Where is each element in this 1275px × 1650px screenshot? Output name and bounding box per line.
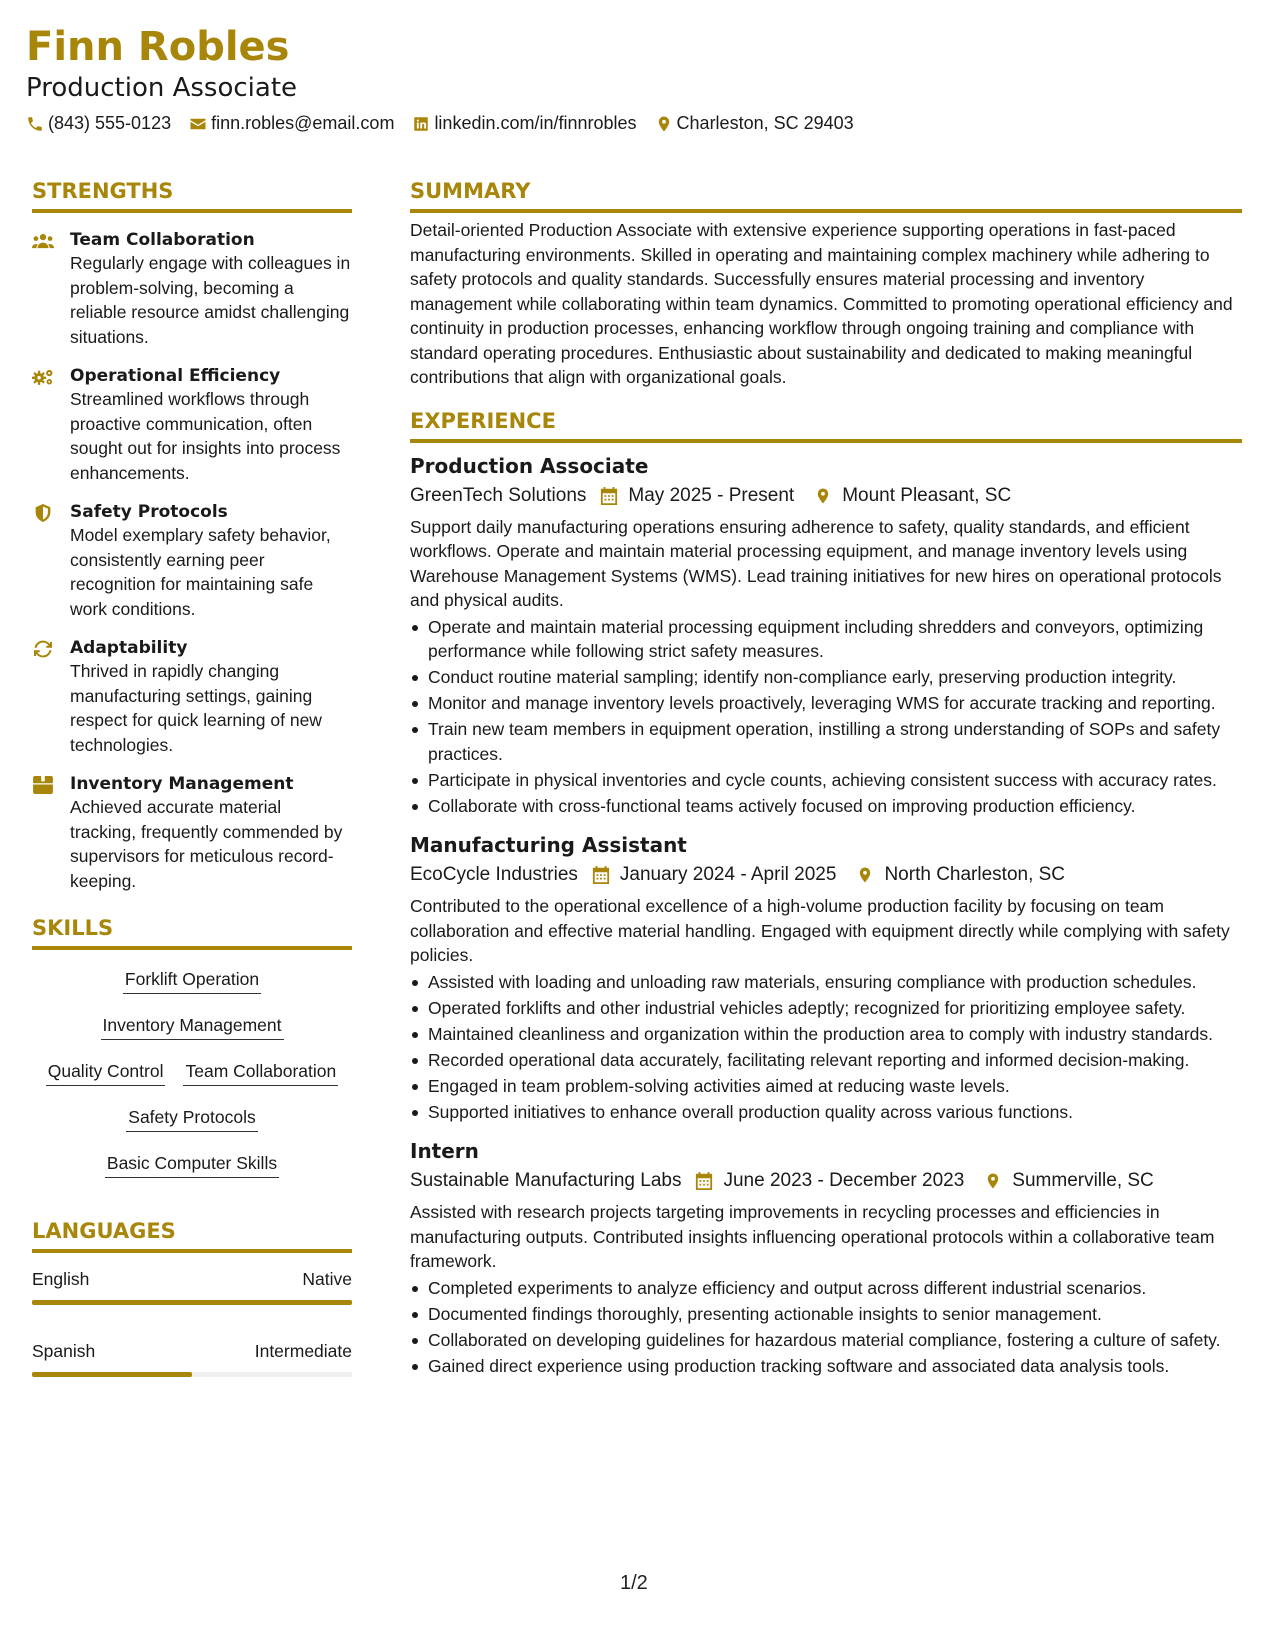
strength-title: Operational Efficiency bbox=[70, 366, 281, 386]
job-bullets bbox=[410, 970, 1242, 1125]
page-number: 1/2 bbox=[620, 1572, 648, 1594]
job-company: GreenTech Solutions bbox=[410, 484, 587, 506]
language-name: Spanish bbox=[32, 1341, 96, 1361]
summary-text: Detail-oriented Production Associate with extensive experience supporting operations in fast-paced manufacturing environments. Skilled in operating and maintaining complex machinery while adhering to safety protocols and quality standards. Successfully ensures material processing and inventory management while collaborating within team dynamics. Committed to promoting operational efficiency and continuity in production processes, enhancing workflow through ongoing training and compliance with standard operating procedures. Enthusiastic about sustainability and dedicated to making meaningful contributions that align with organizational goals. bbox=[410, 220, 1233, 387]
strength-title: Adaptability bbox=[70, 638, 188, 658]
strength-title: Team Collaboration bbox=[70, 230, 255, 250]
job-bullets bbox=[410, 1276, 1242, 1379]
language-item bbox=[32, 1267, 352, 1305]
job-entry bbox=[410, 453, 1242, 819]
strength-item bbox=[32, 637, 352, 757]
job-bullets bbox=[410, 615, 1242, 819]
job-company: Sustainable Manufacturing Labs bbox=[410, 1170, 682, 1191]
job-description: Support daily manufacturing operations ensuring adherence to safety, quality standards, and efficient workflows. Operate and maintain material processing equipment, and manage inventory levels using Warehouse Management Systems (WMS). Lead training initiatives for new hires on operational protocols and physical audits. bbox=[410, 516, 1222, 610]
skill-tag: Forklift Operation bbox=[123, 962, 261, 994]
strengths-section bbox=[32, 178, 352, 893]
skills-list bbox=[32, 950, 352, 1188]
shield-icon bbox=[32, 504, 54, 522]
sync-icon bbox=[32, 640, 54, 658]
calendar-icon bbox=[695, 1172, 713, 1190]
job-bullet: Monitor and manage inventory levels proactively, leveraging WMS for accurate tracking and reporting. bbox=[410, 691, 1242, 716]
skill-tag: Inventory Management bbox=[101, 1008, 284, 1040]
strength-desc: Regularly engage with colleagues in problem-solving, becoming a reliable resource amidst challenging situations. bbox=[70, 253, 351, 347]
job-description: Assisted with research projects targeting improvements in recycling processes and efficiencies in manufacturing outputs. Contributed insights influencing operational protocols within a collaborative team framework. bbox=[410, 1202, 1215, 1271]
language-item bbox=[32, 1339, 352, 1377]
job-dates: June 2023 - December 2023 bbox=[723, 1170, 965, 1191]
location-pin-icon bbox=[984, 1172, 1002, 1190]
job-dates: January 2024 - April 2025 bbox=[619, 864, 837, 885]
experience-heading: EXPERIENCE bbox=[410, 408, 1242, 443]
strength-desc: Streamlined workflows through proactive communication, often sought out for insights into process enhancements. bbox=[70, 389, 341, 483]
job-bullet: Maintained cleanliness and organization within the production area to comply with industry standards. bbox=[410, 1022, 1242, 1047]
job-description: Contributed to the operational excellence of a high-volume production facility by focusing on team collaboration and effective material handling. Engaged with equipment directly while complying with safety policies. bbox=[410, 896, 1230, 965]
job-bullet: Assisted with loading and unloading raw materials, ensuring compliance with production schedules. bbox=[410, 970, 1242, 995]
job-bullet: Train new team members in equipment operation, instilling a strong understanding of SOPs and safety practices. bbox=[410, 717, 1242, 766]
language-level: Intermediate bbox=[254, 1341, 352, 1361]
contact-phone bbox=[26, 113, 171, 134]
language-level: Native bbox=[302, 1269, 352, 1289]
candidate-name: Finn Robles bbox=[26, 24, 290, 70]
job-list bbox=[410, 453, 1242, 1379]
job-meta bbox=[410, 862, 1242, 888]
strength-title: Inventory Management bbox=[70, 774, 294, 794]
strength-item bbox=[32, 773, 352, 893]
calendar-icon bbox=[600, 487, 618, 505]
skill-tag: Team Collaboration bbox=[183, 1054, 338, 1086]
location-pin-icon bbox=[814, 487, 832, 505]
job-bullet: Operated forklifts and other industrial vehicles adeptly; recognized for prioritizing employee safety. bbox=[410, 996, 1242, 1021]
contact-linkedin[interactable] bbox=[412, 113, 636, 134]
job-bullet: Supported initiatives to enhance overall production quality across various functions. bbox=[410, 1100, 1242, 1125]
job-title: Manufacturing Assistant bbox=[410, 833, 687, 857]
strength-item bbox=[32, 229, 352, 349]
job-entry bbox=[410, 1138, 1242, 1378]
contact-row bbox=[26, 113, 1246, 134]
phone-icon bbox=[26, 115, 44, 133]
strength-desc: Model exemplary safety behavior, consistently earning peer recognition for maintaining safe work conditions. bbox=[70, 525, 331, 619]
job-bullet: Participate in physical inventories and cycle counts, achieving consistent success with accuracy rates. bbox=[410, 768, 1242, 793]
job-location: Mount Pleasant, SC bbox=[842, 484, 1012, 506]
job-meta bbox=[410, 1168, 1242, 1194]
skills-heading: SKILLS bbox=[32, 915, 352, 950]
contact-phone-text: (843) 555-0123 bbox=[48, 113, 172, 133]
contact-email-text: finn.robles@email.com bbox=[211, 113, 395, 133]
job-bullet: Gained direct experience using production tracking software and associated data analysis tools. bbox=[410, 1354, 1242, 1379]
resume-header bbox=[26, 24, 1246, 134]
contact-email[interactable] bbox=[189, 113, 394, 134]
language-bar-fill bbox=[32, 1372, 192, 1377]
strength-item bbox=[32, 501, 352, 621]
contact-linkedin-text: linkedin.com/in/finnrobles bbox=[434, 113, 637, 133]
job-bullet: Recorded operational data accurately, facilitating relevant reporting and informed decision-making. bbox=[410, 1048, 1242, 1073]
calendar-icon bbox=[592, 866, 610, 884]
job-bullet: Documented findings thoroughly, presenting actionable insights to senior management. bbox=[410, 1302, 1242, 1327]
languages-section bbox=[32, 1218, 352, 1377]
linkedin-icon bbox=[412, 115, 430, 133]
skill-tag: Basic Computer Skills bbox=[105, 1146, 279, 1178]
location-pin-icon bbox=[856, 866, 874, 884]
job-bullet: Operate and maintain material processing equipment including shredders and conveyors, optimizing performance while following strict safety measures. bbox=[410, 615, 1242, 664]
gears-icon bbox=[32, 368, 54, 386]
strength-desc: Thrived in rapidly changing manufacturing settings, gaining respect for quick learning of new technologies. bbox=[70, 661, 322, 755]
job-title: Production Associate bbox=[410, 453, 649, 478]
job-company: EcoCycle Industries bbox=[410, 864, 578, 885]
job-bullet: Engaged in team problem-solving activities aimed at reducing waste levels. bbox=[410, 1074, 1242, 1099]
job-bullet: Collaborate with cross-functional teams actively focused on improving production efficiency. bbox=[410, 794, 1242, 819]
skill-tag: Quality Control bbox=[46, 1054, 166, 1086]
location-pin-icon bbox=[655, 115, 673, 133]
experience-section bbox=[410, 408, 1242, 1379]
language-bar-fill bbox=[32, 1300, 352, 1305]
job-dates: May 2025 - Present bbox=[628, 484, 795, 506]
language-bar bbox=[32, 1372, 352, 1377]
job-location: Summerville, SC bbox=[1012, 1170, 1154, 1191]
job-bullet: Collaborated on developing guidelines for hazardous material compliance, fostering a culture of safety. bbox=[410, 1328, 1242, 1353]
skills-section bbox=[32, 915, 352, 1188]
contact-location bbox=[655, 113, 854, 134]
job-bullet: Completed experiments to analyze efficiency and output across different industrial scenarios. bbox=[410, 1276, 1242, 1301]
job-title: Intern bbox=[410, 1139, 479, 1163]
languages-heading: LANGUAGES bbox=[32, 1218, 352, 1253]
right-column bbox=[410, 178, 1242, 1380]
job-meta bbox=[410, 483, 1242, 509]
strength-desc: Achieved accurate material tracking, frequently commended by supervisors for meticulous record-keeping. bbox=[70, 797, 343, 891]
strength-title: Safety Protocols bbox=[70, 502, 228, 522]
left-column bbox=[32, 178, 352, 1377]
mail-icon bbox=[189, 115, 207, 133]
candidate-title: Production Associate bbox=[26, 73, 298, 103]
strengths-heading: STRENGTHS bbox=[32, 178, 352, 213]
job-entry bbox=[410, 832, 1242, 1124]
box-icon bbox=[32, 776, 54, 794]
summary-heading: SUMMARY bbox=[410, 178, 1242, 213]
strength-item bbox=[32, 365, 352, 485]
language-bar bbox=[32, 1300, 352, 1305]
language-name: English bbox=[32, 1269, 90, 1289]
skill-tag: Safety Protocols bbox=[126, 1100, 257, 1132]
users-icon bbox=[32, 232, 54, 250]
job-bullet: Conduct routine material sampling; identify non-compliance early, preserving production integrity. bbox=[410, 665, 1242, 690]
summary-section bbox=[410, 178, 1242, 390]
contact-location-text: Charleston, SC 29403 bbox=[676, 113, 854, 133]
job-location: North Charleston, SC bbox=[884, 864, 1066, 885]
